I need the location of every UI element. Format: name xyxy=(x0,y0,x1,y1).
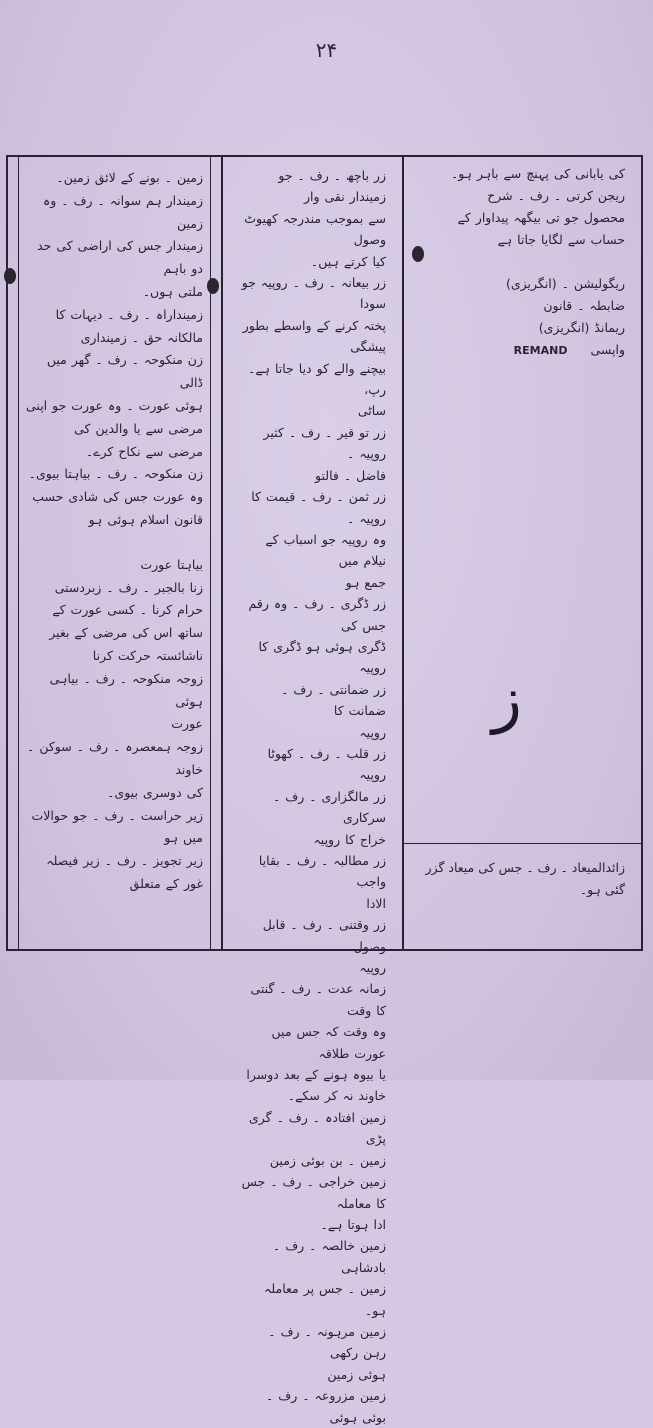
left-line: مرضی سے یا والدین کی xyxy=(74,420,203,436)
middle-line: الادا xyxy=(366,895,386,911)
middle-line: زر وقتنی ۔ رف ۔ قابل وصول xyxy=(262,917,386,954)
left-line: زنا بالجبر ۔ رف ۔ زبردستی xyxy=(54,579,203,595)
right-column-divider xyxy=(404,843,641,844)
middle-line: ادا ہوتا ہے۔ xyxy=(320,1216,386,1232)
left-line: عورت xyxy=(171,716,203,732)
middle-line: خراج کا روپیہ xyxy=(313,831,386,847)
right-line-remand xyxy=(418,339,625,362)
middle-line: کیا کرتے ہیں۔ xyxy=(310,253,386,269)
left-inner-rule xyxy=(210,157,211,949)
remand-label: REMAND xyxy=(513,344,568,357)
middle-line: زر مالگزاری ۔ رف ۔ سرکاری xyxy=(272,788,386,826)
middle-line: بیچنے والے کو دیا جاتا ہے۔ رپ، xyxy=(248,360,386,398)
left-line: مالکانہ حق ۔ زمینداری xyxy=(80,329,203,345)
right-line: ریگولیشن ۔ (انگریزی) xyxy=(505,276,625,291)
right-line: کی یابانی کی پہنچ سے باہر ہو۔ xyxy=(450,166,625,181)
left-line: زوجہ منکوحہ ۔ رف ۔ بیاہی ہوئی xyxy=(49,670,203,709)
middle-line: جمع ہو xyxy=(345,574,386,590)
middle-line: زمین مزروعہ ۔ رف ۔ بوئی ہوئی xyxy=(265,1388,386,1425)
left-line: ملتی ہوں۔ xyxy=(142,283,203,299)
middle-line: زمانہ عدت ۔ رف ۔ گنتی کا وقت xyxy=(250,981,386,1018)
section-letter: ز xyxy=(492,662,522,735)
right-line: حساب سے لگایا جاتا ہے xyxy=(497,232,625,247)
right-column-text xyxy=(418,163,625,362)
left-line: زن منکوحہ ۔ رف ۔ بیاہتا بیوی۔ xyxy=(28,466,203,482)
middle-line: زر باچھ ۔ رف ۔ جو زمیندار نقی وار xyxy=(278,168,386,205)
left-line: ناشائستہ حرکت کرنا xyxy=(92,647,203,663)
middle-line: ڈگری ہوئی ہو ڈگری کا روپیہ xyxy=(258,638,386,676)
middle-line: زر تو قیر ۔ رف ۔ کثیر روپیہ ۔ xyxy=(263,424,386,462)
middle-line: فاضل ۔ فالتو xyxy=(315,467,386,483)
middle-line: سے بموجب مندرجہ کھیوٹ وصول xyxy=(244,210,386,248)
middle-line: زر مطالبہ ۔ رف ۔ بقایا واجب xyxy=(258,853,386,890)
left-line: میں ہو xyxy=(164,830,203,846)
left-line: زیر حراست ۔ رف ۔ جو حوالات xyxy=(31,807,203,823)
left-line: زن منکوحہ ۔ رف ۔ گھر میں ڈالی xyxy=(46,352,203,391)
glossary-frame xyxy=(6,155,643,1425)
right-line: ریمانڈ (انگریزی) xyxy=(538,320,625,335)
left-line: زمیندار جس کی اراضی کی حد دو باہم xyxy=(37,238,203,277)
middle-line: روپیہ xyxy=(359,724,386,740)
middle-line: زر بیعانہ ۔ رف ۔ روپیہ جو سودا xyxy=(241,275,386,312)
left-line: زمینداراہ ۔ رف ۔ دیہات کا xyxy=(55,306,203,322)
right-bottom-entry: زائدالمیعاد ۔ رف ۔ جس کی میعاد گزر گئی ہو۔ xyxy=(425,860,625,897)
middle-line: زر ثمن ۔ رف ۔ قیمت کا روپیہ ۔ xyxy=(251,489,386,526)
right-line: ریجن کرتی ۔ رف ۔ شرح xyxy=(487,188,625,203)
middle-line: پختہ کرنے کے واسطے بطور پیشگی xyxy=(242,317,386,355)
remand-meaning: واپسی xyxy=(590,342,625,357)
left-line: قانون اسلام ہوئی ہو xyxy=(88,511,203,527)
left-line: زیر تجویز ۔ رف ۔ زیر فیصلہ xyxy=(46,853,203,869)
left-line: ساتھ اس کی مرضی کے بغیر xyxy=(49,625,203,641)
left-line: زمیندار ہم سوانہ ۔ رف ۔ وہ زمین xyxy=(42,192,203,231)
middle-line: زمین افتادہ ۔ رف ۔ گری پڑی xyxy=(248,1109,386,1147)
middle-line: خاوند نہ کر سکے۔ xyxy=(287,1088,386,1104)
middle-line: زمین مرہونہ ۔ رف ۔ رہن رکھی xyxy=(268,1323,386,1361)
left-line: حرام کرنا ۔ کسی عورت کے xyxy=(52,602,203,618)
left-column-text xyxy=(26,167,203,896)
middle-line: ہوئی زمین xyxy=(327,1366,386,1382)
left-line: زمین ۔ بونے کے لائق زمین۔ xyxy=(56,170,203,185)
right-line: محصول جو تی بیگھہ پیداوار کے xyxy=(457,210,625,225)
middle-line: ساٹی xyxy=(357,403,386,419)
left-line: وہ عورت جس کی شادی حسب xyxy=(32,489,203,505)
left-line: کی دوسری بیوی۔ xyxy=(107,784,203,800)
left-line: غور کے متعلق xyxy=(129,875,203,891)
page-number: ۲۴ xyxy=(315,38,338,62)
middle-line: وہ روپیہ جو اسباب کے نیلام میں xyxy=(265,531,386,569)
middle-line: زر ضمانتی ۔ رف ۔ ضمانت کا xyxy=(281,681,386,719)
left-line: زوجہ ہمعصرہ ۔ رف ۔ سوکن ۔ خاوند xyxy=(27,739,203,777)
middle-line: زمین خالصہ ۔ رف ۔ بادشاہی xyxy=(272,1238,386,1275)
left-column xyxy=(8,157,221,949)
middle-line: زمین خراجی ۔ رف ۔ جس کا معاملہ xyxy=(241,1174,386,1211)
middle-line: یا بیوہ ہونے کے بعد دوسرا xyxy=(246,1067,386,1083)
left-line: بیاہتا عورت xyxy=(140,556,203,572)
middle-line: روپیہ xyxy=(359,960,386,976)
middle-line: زر ڈگری ۔ رف ۔ وہ رقم جس کی xyxy=(248,596,386,633)
left-margin-rule xyxy=(18,157,19,949)
right-line: ضابطہ ۔ قانون xyxy=(543,298,625,313)
middle-line: وہ وقت کہ جس میں عورت طلاقہ xyxy=(271,1024,386,1061)
middle-column xyxy=(221,157,404,1425)
left-line: مرضی سے نکاح کرے۔ xyxy=(85,443,203,459)
left-line: ہوئی عورت ۔ وہ عورت جو اپنی xyxy=(26,397,203,413)
middle-line: زر قلب ۔ رف ۔ کھوٹا روپیہ xyxy=(267,745,386,783)
right-column xyxy=(404,157,641,949)
middle-line: زمین ۔ جس پر معاملہ ہو۔ xyxy=(264,1281,386,1318)
middle-column-text xyxy=(241,165,386,1428)
middle-line: زمین ۔ بن بوئی زمین xyxy=(269,1152,386,1168)
